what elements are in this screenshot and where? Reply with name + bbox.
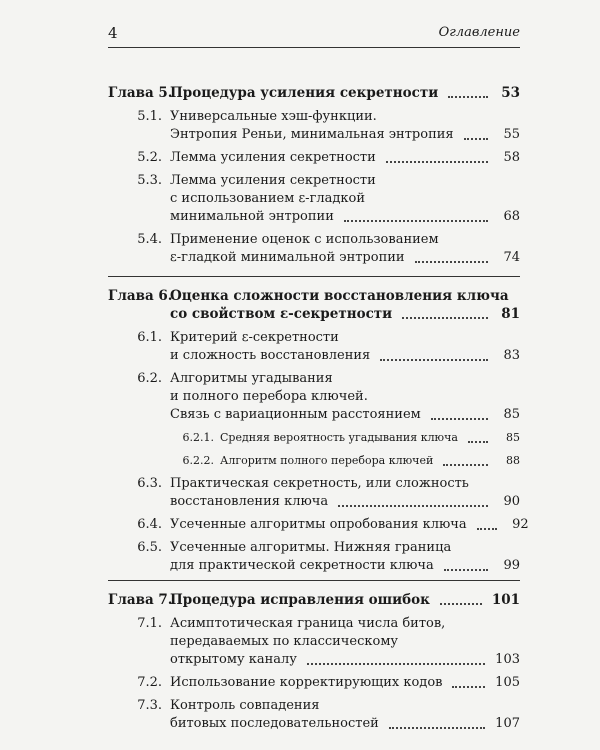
page-ref: 81 <box>501 306 520 322</box>
dot-leader <box>402 316 488 319</box>
title-line: Процедура исправления ошибок <box>170 592 430 608</box>
chapter-block <box>108 581 520 733</box>
section-entry-title <box>170 172 520 226</box>
section-entry <box>108 697 520 733</box>
section-entry-number: 7.1. <box>137 616 162 631</box>
section-entry <box>108 475 520 511</box>
chapter-entry-number: Глава 5. <box>108 85 173 101</box>
page-header <box>108 22 520 46</box>
page-ref: 105 <box>495 675 520 690</box>
title-line: Усеченные алгоритмы опробования ключа <box>170 517 467 532</box>
chapter-block <box>108 277 529 581</box>
section-entry-number: 6.4. <box>137 517 162 532</box>
page-ref: 53 <box>501 85 520 101</box>
title-last-line <box>170 493 520 511</box>
table-of-contents <box>108 80 529 738</box>
page-ref: 85 <box>503 407 520 422</box>
title-line: Энтропия Реньи, минимальная энтропия <box>170 127 454 142</box>
title-line: Усеченные алгоритмы. Нижняя граница <box>170 540 452 555</box>
title-line: минимальной энтропии <box>170 209 334 224</box>
page-ref: 74 <box>503 250 520 265</box>
section-entry-title <box>170 674 520 692</box>
section-entry-title <box>170 329 520 365</box>
title-line: Практическая секретность, или сложность <box>170 476 469 491</box>
dot-leader <box>389 726 485 729</box>
page-ref: 85 <box>506 431 520 444</box>
title-line: Связь с вариационным расстоянием <box>170 407 421 422</box>
section-entry <box>108 370 520 424</box>
title-last-line <box>170 84 520 102</box>
title-line: Алгоритм полного перебора ключей <box>220 454 434 467</box>
title-line: Универсальные хэш-функции. <box>170 109 377 124</box>
dot-leader <box>448 95 488 98</box>
title-line: с использованием ε-гладкой <box>170 191 366 206</box>
title-last-line <box>170 516 529 534</box>
section-entry <box>108 172 520 226</box>
subsection-entry-number: 6.2.1. <box>182 431 214 444</box>
dot-leader <box>443 463 488 466</box>
section-entry-number: 5.1. <box>137 109 162 124</box>
page-ref: 101 <box>491 592 520 608</box>
page-ref: 68 <box>503 209 520 224</box>
title-line: битовых последовательностей <box>170 716 379 731</box>
title-line: открытому каналу <box>170 652 297 667</box>
title-last-line <box>170 305 520 323</box>
dot-leader <box>415 260 488 263</box>
title-last-line <box>170 406 520 424</box>
section-entry-title <box>170 615 520 669</box>
section-entry-number: 6.1. <box>137 330 162 345</box>
section-entry-title <box>170 516 529 534</box>
chapter-entry-title <box>170 287 520 323</box>
title-line: Критерий ε-секретности <box>170 330 339 345</box>
dot-leader <box>477 527 497 530</box>
page-ref: 58 <box>503 150 520 165</box>
title-line: Алгоритмы угадывания <box>170 371 333 386</box>
section-entry-title <box>170 149 520 167</box>
dot-leader <box>431 417 488 420</box>
section-entry-number: 6.3. <box>137 476 162 491</box>
page-ref: 88 <box>506 454 520 467</box>
subsection-entry-number: 6.2.2. <box>182 454 214 467</box>
subsection-entry <box>108 429 520 447</box>
dot-leader <box>464 137 488 140</box>
title-last-line <box>170 651 520 669</box>
title-line: восстановления ключа <box>170 494 329 509</box>
dot-leader <box>468 440 488 443</box>
section-entry <box>108 329 520 365</box>
title-line: Лемма усиления секретности <box>170 173 376 188</box>
chapter-entry-title <box>170 591 520 609</box>
title-last-line <box>170 347 520 365</box>
section-entry-title <box>170 539 520 575</box>
dot-leader <box>452 685 485 688</box>
section-entry-number: 6.5. <box>137 540 162 555</box>
dot-leader <box>307 662 485 665</box>
running-title: Оглавление <box>438 25 520 40</box>
section-entry-number: 6.2. <box>137 371 162 386</box>
title-last-line <box>170 249 520 267</box>
title-line: Лемма усиления секретности <box>170 150 376 165</box>
chapter-entry-number: Глава 7. <box>108 592 173 608</box>
title-line: и полного перебора ключей. <box>170 389 368 404</box>
title-line: Применение оценок с использованием <box>170 232 439 247</box>
chapter-entry <box>108 84 520 102</box>
title-last-line <box>170 126 520 144</box>
section-entry <box>108 108 520 144</box>
page-ref: 92 <box>512 517 529 532</box>
title-line: со свойством ε-секретности <box>170 306 393 322</box>
title-last-line <box>170 149 520 167</box>
subsection-entry-title <box>220 429 520 447</box>
dot-leader <box>444 568 488 571</box>
title-line: для практической секретности ключа <box>170 558 434 573</box>
section-entry-number: 7.3. <box>137 698 162 713</box>
section-entry-title <box>170 370 520 424</box>
dot-leader <box>344 219 488 222</box>
title-line: Асимптотическая граница числа битов, <box>170 616 446 631</box>
section-entry <box>108 231 520 267</box>
title-last-line <box>170 715 520 733</box>
section-entry-number: 5.4. <box>137 232 162 247</box>
subsection-entry-title <box>220 452 520 470</box>
page-ref: 107 <box>495 716 520 731</box>
section-entry-title <box>170 108 520 144</box>
chapter-entry <box>108 287 520 323</box>
section-entry <box>108 674 520 692</box>
page-ref: 99 <box>503 558 520 573</box>
title-last-line <box>220 429 520 447</box>
title-last-line <box>220 452 520 470</box>
page-number: 4 <box>108 24 118 42</box>
section-entry-number: 7.2. <box>137 675 162 690</box>
dot-leader <box>380 358 488 361</box>
title-line: Средняя вероятность угадывания ключа <box>220 431 458 444</box>
chapter-block <box>108 84 520 277</box>
dot-leader <box>338 504 488 507</box>
title-last-line <box>170 591 520 609</box>
section-entry-title <box>170 231 520 267</box>
section-entry-number: 5.3. <box>137 173 162 188</box>
chapter-entry-title <box>170 84 520 102</box>
page-ref: 55 <box>503 127 520 142</box>
section-entry-title <box>170 697 520 733</box>
section-entry <box>108 615 520 669</box>
section-entry <box>108 516 529 534</box>
header-divider <box>108 47 520 48</box>
chapter-entry-number: Глава 6. <box>108 288 173 304</box>
section-entry-title <box>170 475 520 511</box>
title-last-line <box>170 208 520 226</box>
title-last-line <box>170 674 520 692</box>
chapter-entry <box>108 591 520 609</box>
title-line: передаваемых по классическому <box>170 634 399 649</box>
title-last-line <box>170 557 520 575</box>
page-ref: 90 <box>503 494 520 509</box>
section-entry-number: 5.2. <box>137 150 162 165</box>
page-ref: 83 <box>503 348 520 363</box>
title-line: Контроль совпадения <box>170 698 320 713</box>
dot-leader <box>440 602 482 605</box>
dot-leader <box>386 160 488 163</box>
title-line: Использование корректирующих кодов <box>170 675 443 690</box>
page-ref: 103 <box>495 652 520 667</box>
title-line: и сложность восстановления <box>170 348 371 363</box>
title-line: Оценка сложности восстановления ключа <box>170 288 509 304</box>
title-line: Процедура усиления секретности <box>170 85 439 101</box>
section-entry <box>108 149 520 167</box>
section-entry <box>108 539 520 575</box>
subsection-entry <box>108 452 520 470</box>
title-line: ε-гладкой минимальной энтропии <box>170 250 405 265</box>
